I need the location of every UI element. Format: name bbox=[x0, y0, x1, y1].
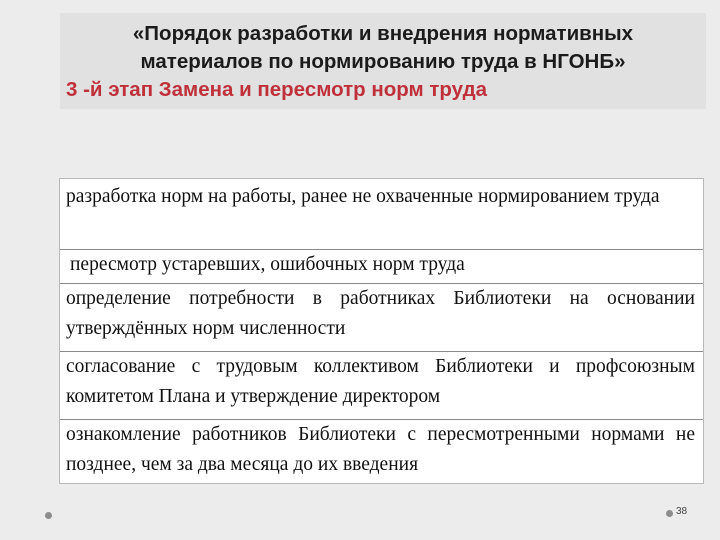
list-item: определение потребности в работниках Библиотеки на основании утверждённых норм численности bbox=[60, 283, 703, 344]
list-item: разработка норм на работы, ранее не охваченные нормированием труда bbox=[66, 186, 660, 207]
content-list bbox=[59, 178, 704, 484]
title-line-1: «Порядок разработки и внедрения нормативных bbox=[132, 22, 634, 45]
page-number: 38 bbox=[676, 506, 688, 517]
stage-subtitle: 3 -й этап Замена и пересмотр норм труда bbox=[66, 78, 487, 101]
list-item: ознакомление работников Библиотеки с пересмотренными нормами не позднее, чем за два месяца до их введения bbox=[60, 419, 703, 480]
title-line-2: материалов по нормированию труда в НГОНБ» bbox=[140, 50, 626, 73]
footer-left-bullet-icon bbox=[45, 512, 52, 519]
footer-right-bullet-icon bbox=[666, 510, 673, 517]
list-item: пересмотр устаревших, ошибочных норм труда bbox=[60, 249, 703, 280]
slide-title-box bbox=[60, 13, 706, 109]
list-item: согласование с трудовым коллективом Библиотеки и профсоюзным комитетом Плана и утверждение директором bbox=[60, 351, 703, 412]
